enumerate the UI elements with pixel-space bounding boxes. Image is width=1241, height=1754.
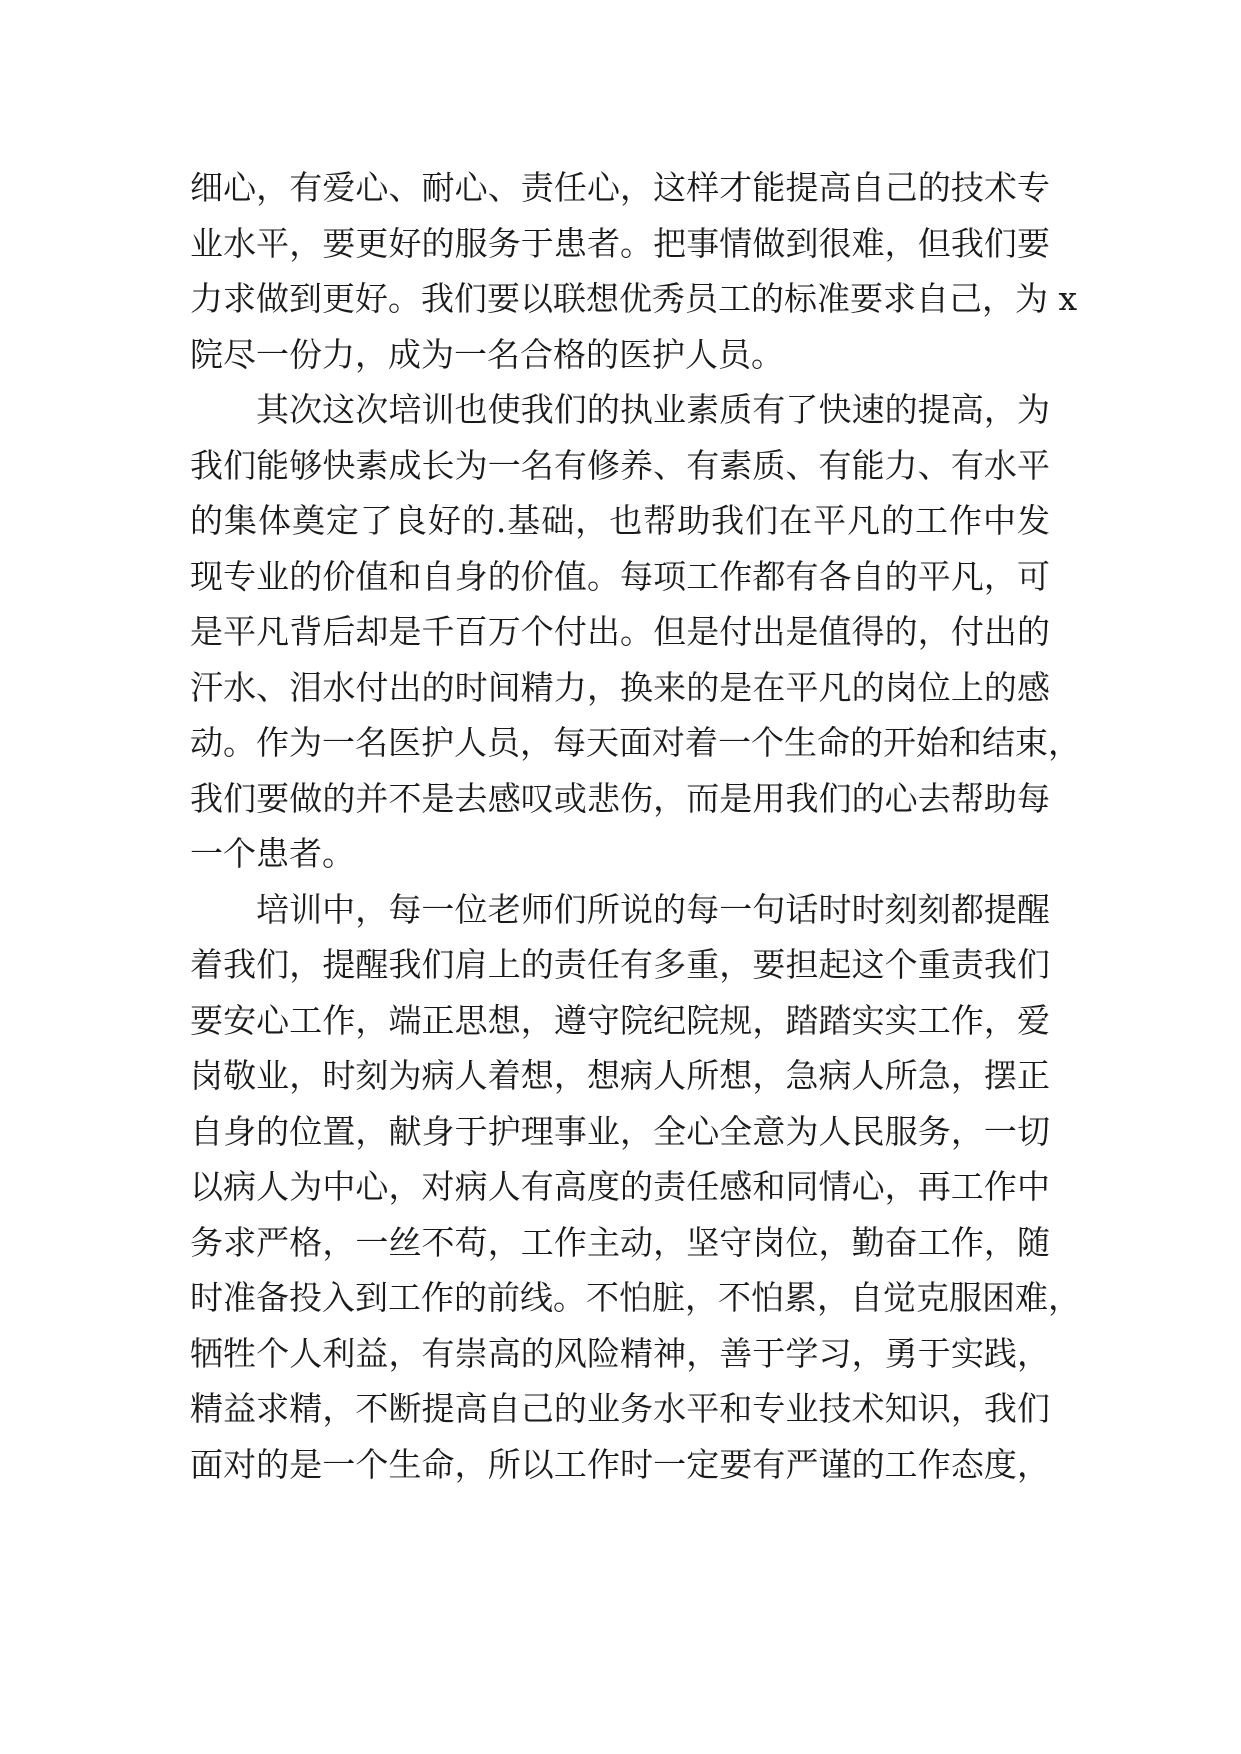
- text-line: 面对的是一个生命，所以工作时一定要有严谨的工作态度，: [190, 1444, 1050, 1484]
- text-line: 要安心工作，端正思想，遵守院纪院规，踏踏实实工作，爱: [190, 1000, 1050, 1040]
- text-line: 细心，有爱心、耐心、责任心，这样才能提高自己的技术专: [190, 168, 1050, 207]
- text-line: 我们能够快素成长为一名有修养、有素质、有能力、有水平: [190, 445, 1050, 485]
- text-line: 力求做到更好。我们要以联想优秀员工的标准要求自己，为 x: [190, 279, 1078, 318]
- text-line: 的集体奠定了良好的.基础，也帮助我们在平凡的工作中发: [190, 501, 1050, 540]
- text-line: 自身的位置，献身于护理事业，全心全意为人民服务，一切: [190, 1111, 1050, 1151]
- text-line: 一个患者。: [190, 834, 355, 873]
- paragraph-first-line: 其次这次培训也使我们的执业素质有了快速的提高，为: [256, 390, 1050, 429]
- text-line: 以病人为中心，对病人有高度的责任感和同情心，再工作中: [190, 1167, 1050, 1206]
- text-line: 业水平，要更好的服务于患者。把事情做到很难，但我们要: [190, 223, 1050, 263]
- text-line: 精益求精，不断提高自己的业务水平和专业技术知识，我们: [190, 1389, 1050, 1428]
- text-line: 时准备投入到工作的前线。不怕脏，不怕累，自觉克服困难，: [190, 1278, 1081, 1317]
- text-line: 牺牲个人利益，有崇高的风险精神，善于学习，勇于实践，: [190, 1333, 1050, 1373]
- text-line: 是平凡背后却是千百万个付出。但是付出是值得的，付出的: [190, 612, 1050, 651]
- text-line: 院尽一份力，成为一名合格的医护人员。: [190, 334, 784, 374]
- text-line: 汗水、泪水付出的时间精力，换来的是在平凡的岗位上的感: [190, 667, 1050, 707]
- text-line: 动。作为一名医护人员，每天面对着一个生命的开始和结束，: [190, 723, 1081, 762]
- text-line: 我们要做的并不是去感叹或悲伤，而是用我们的心去帮助每: [190, 778, 1050, 818]
- paragraph-first-line: 培训中，每一位老师们所说的每一句话时时刻刻都提醒: [256, 889, 1050, 929]
- text-line: 岗敬业，时刻为病人着想，想病人所想，急病人所急，摆正: [190, 1056, 1050, 1095]
- text-line: 现专业的价值和自身的价值。每项工作都有各自的平凡，可: [190, 556, 1050, 596]
- text-line: 务求严格，一丝不苟，工作主动，坚守岗位，勤奋工作，随: [190, 1222, 1050, 1262]
- text-line: 着我们，提醒我们肩上的责任有多重，要担起这个重责我们: [190, 945, 1050, 984]
- body-text: [190, 160, 1081, 1492]
